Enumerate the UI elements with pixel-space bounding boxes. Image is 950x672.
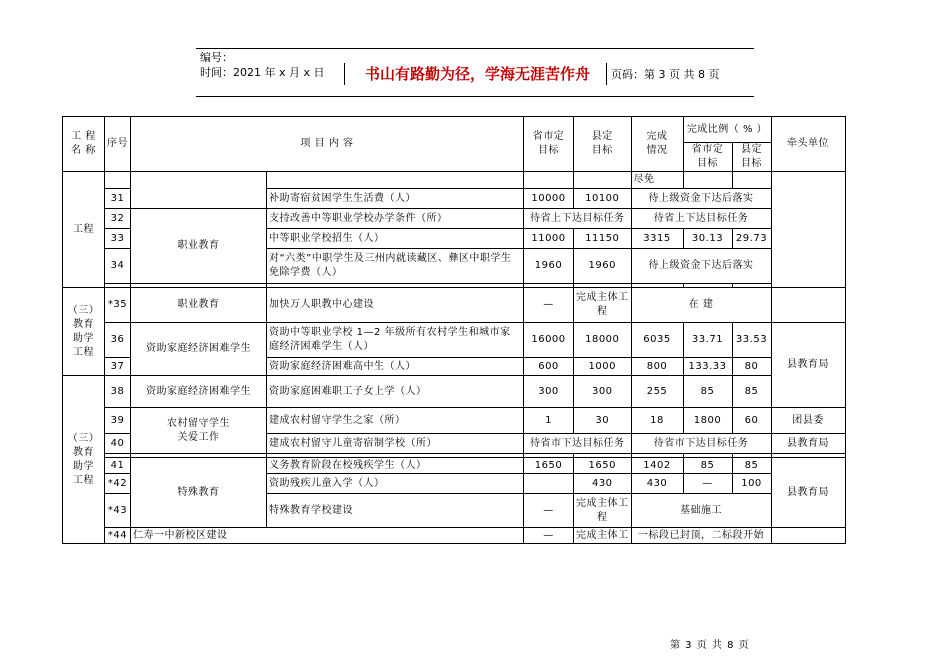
table-row: 32 职业教育 支持改善中等职业学校办学条件（所） 待省上下达目标任务 待省上下达目标任务 — [63, 209, 846, 229]
table-row: 33 中等职业学校招生（人） 11000 11150 3315 30.13 29.73 — [63, 229, 846, 249]
table-row: 37 资助家庭经济困难高中生（人） 600 1000 800 133.33 80 — [63, 358, 846, 376]
table-row: （三） 教育 助学 工程 *35 职业教育 加快万人职教中心建设 — 完成主体工 程 在 建 — [63, 288, 846, 323]
header-code: 编号： — [200, 51, 233, 64]
lead-unit: 县教育局 — [771, 434, 845, 454]
project-table — [62, 116, 846, 544]
category-special: 特殊教育 — [131, 458, 267, 528]
col-ratio: 完成比例（ % ） — [683, 117, 771, 143]
table-row: 31 补助寄宿贫困学生生活费（人） 10000 10100 待上级资金下达后落实 — [63, 189, 846, 209]
header-divider-right — [606, 63, 607, 85]
lead-unit: 县教育局 — [771, 458, 845, 528]
col-done: 完成 情况 — [631, 117, 683, 172]
table-row: （三） 教育 助学 工程 38 资助家庭经济困难学生 资助家庭困难职工子女上学（人） 300 300 255 85 85 — [63, 376, 846, 408]
header-top-rule — [196, 48, 754, 49]
header-time: 时间：2021 年 x 月 x 日 — [200, 66, 325, 79]
category-vocational: 职业教育 — [131, 209, 267, 284]
table-row: *42 资助残疾儿童入学（人） 430 430 — 100 — [63, 474, 846, 494]
table-row: 40 建成农村留守儿童寄宿制学校（所） 待省市下达目标任务 待省市下达目标任务 县教育局 — [63, 434, 846, 454]
col-prov-target: 省市定 目标 — [524, 117, 574, 172]
col-project-name: 工 程 名 称 — [63, 117, 105, 172]
col-lead: 牵头单位 — [771, 117, 845, 172]
category-vocational: 职业教育 — [131, 288, 267, 323]
group-name: （三） 教育 助学 工程 — [63, 288, 105, 376]
cell-done: 尽免 — [631, 172, 683, 189]
header-bottom-rule — [196, 96, 754, 97]
category-leftbehind: 农村留守学生 关爱工作 — [131, 408, 267, 454]
category-aid: 资助家庭经济困难学生 — [131, 376, 267, 408]
col-county-target: 县定 目标 — [574, 117, 632, 172]
col-content: 项 目 内 容 — [131, 117, 524, 172]
group-name: 工程 — [63, 172, 105, 288]
table-row: 39 农村留守学生 关爱工作 建成农村留守学生之家（所） 1 30 18 1800 60 团县委 — [63, 408, 846, 434]
col-ratio-prov: 省市定 目标 — [683, 143, 732, 172]
table-row: *44 仁寿一中新校区建设 — 完成主体工 一标段已封顶，二标段开始 — [63, 528, 846, 544]
page-footer: 第 3 页 共 8 页 — [670, 640, 750, 651]
table-row: 34 对“六类”中职学生及三州内就读藏区、彝区中职学生免除学费（人） 1960 1960 待上级资金下达后落实 — [63, 249, 846, 284]
table-row — [63, 172, 846, 189]
header-page: 页码：第 3 页 共 8 页 — [611, 68, 720, 81]
header-motto: 书山有路勤为径，学海无涯苦作舟 — [364, 65, 590, 83]
lead-unit: 团县委 — [771, 408, 845, 434]
col-seq: 序号 — [105, 117, 131, 172]
header-meta — [200, 50, 325, 80]
group-name: （三） 教育 助学 工程 — [63, 376, 105, 544]
table-row: 41 特殊教育 义务教育阶段在校残疾学生（人） 1650 1650 1402 85 85 县教育局 — [63, 458, 846, 474]
lead-unit: 县教育局 — [771, 323, 845, 408]
category-aid: 资助家庭经济困难学生 — [131, 323, 267, 376]
table-row: 36 资助家庭经济困难学生 资助中等职业学校 1—2 年级所有农村学生和城市家庭经济困难学生（人） 16000 18000 6035 33.71 33.53 县教育局 — [63, 323, 846, 358]
table-row: *43 特殊教育学校建设 — 完成主体工 程 基础施工 — [63, 494, 846, 528]
table-header-row — [63, 117, 846, 143]
col-ratio-county: 县定 目标 — [732, 143, 771, 172]
